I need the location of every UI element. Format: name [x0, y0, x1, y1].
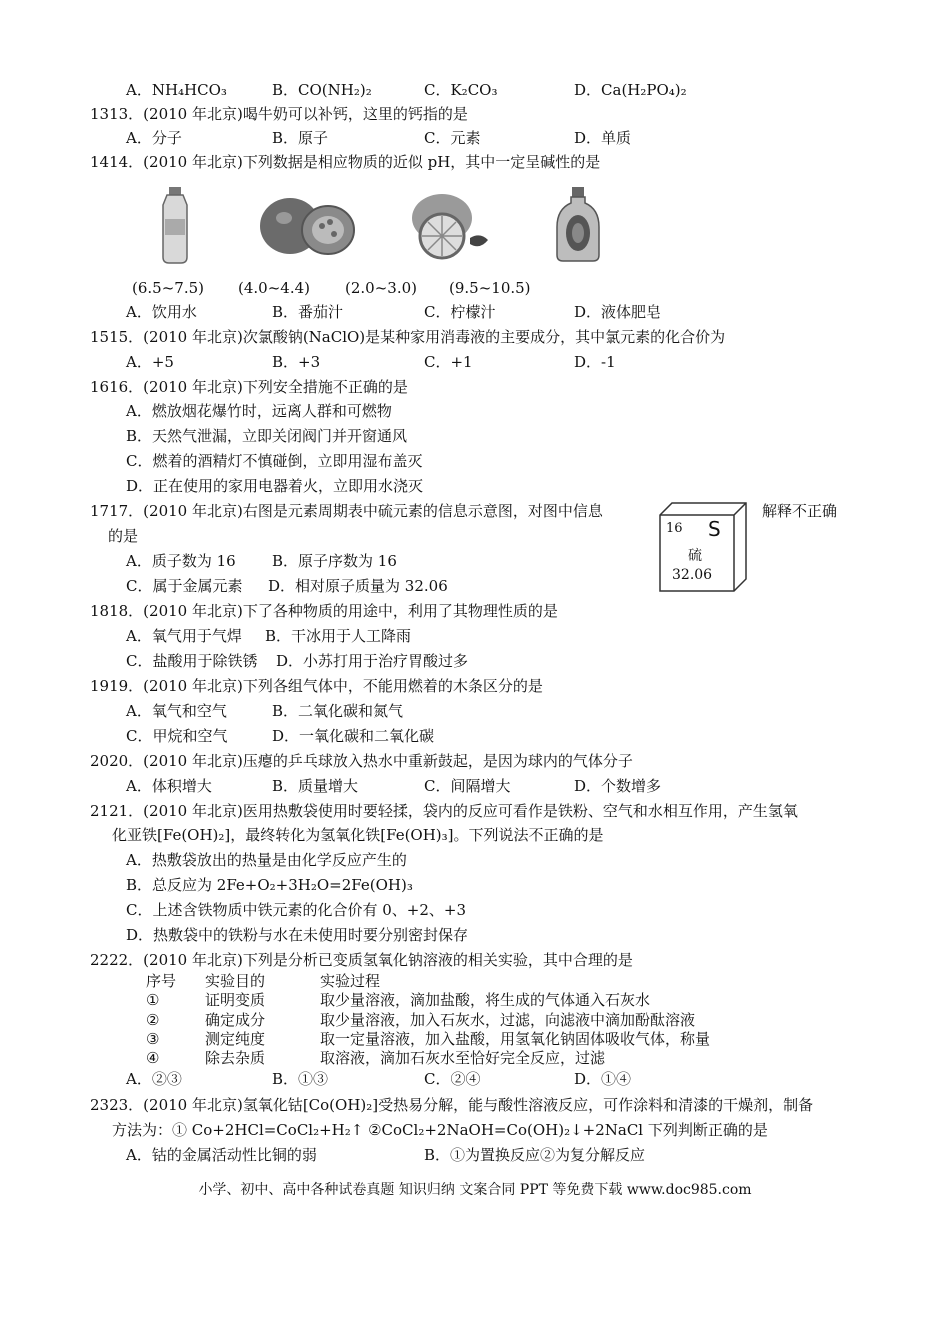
q22-option-a: A．②③ [126, 1070, 182, 1088]
q20-stem: 2020．(2010 年北京)压瘪的乒乓球放入热水中重新鼓起，是因为球内的气体分子 [90, 752, 633, 770]
q12-option-d: D．Ca(H₂PO₄)₂ [574, 81, 687, 99]
tile-name: 硫 [688, 548, 702, 564]
q14-option-c: C．柠檬汁 [424, 303, 496, 321]
q12-option-b: B．CO(NH₂)₂ [272, 81, 372, 99]
q19-option-c: C．甲烷和空气 [126, 727, 228, 745]
sulfur-element-tile [658, 501, 748, 593]
q16-option-c: C．燃着的酒精灯不慎碰倒，立即用湿布盖灭 [126, 452, 423, 470]
q17-option-c: C．属于金属元素 [126, 577, 243, 595]
q22-row2-purpose: 确定成分 [205, 1011, 266, 1029]
q22-row2-process: 取少量溶液，加入石灰水，过滤，向滤液中滴加酚酞溶液 [320, 1011, 696, 1029]
q22-stem: 2222．(2010 年北京)下列是分析已变质氢氧化钠溶液的相关实验，其中合理的是 [90, 951, 633, 969]
q23-stem: 2323．(2010 年北京)氢氧化钴[Co(OH)₂]受热易分解，能与酸性溶液反应，可作涂料和清漆的干燥剂，制备 [90, 1096, 814, 1114]
q21-option-d: D．热敷袋中的铁粉与水在未使用时要分别密封保存 [126, 926, 469, 944]
q23-option-b: B．①为置换反应②为复分解反应 [424, 1146, 646, 1164]
q22-option-c: C．②④ [424, 1070, 481, 1088]
q20-option-c: C．间隔增大 [424, 777, 511, 795]
q21-option-c: C．上述含铁物质中铁元素的化合价有 0、+2、+3 [126, 901, 467, 919]
q22-header-process: 实验过程 [320, 972, 381, 990]
q22-row1-index: ① [146, 991, 160, 1009]
q16-stem: 1616．(2010 年北京)下列安全措施不正确的是 [90, 378, 408, 396]
tile-atomic-mass: 32.06 [672, 567, 713, 583]
q21-stem-line2: 化亚铁[Fe(OH)₂]，最终转化为氢氧化铁[Fe(OH)₃]。下列说法不正确的是 [112, 826, 604, 844]
q19-option-a: A．氧气和空气 [126, 702, 227, 720]
q19-option-b: B．二氧化碳和氮气 [272, 702, 404, 720]
q14-option-a: A．饮用水 [126, 303, 197, 321]
q14-option-d: D．液体肥皂 [574, 303, 662, 321]
soap-bottle-image [553, 185, 603, 265]
q16-option-b: B．天然气泄漏，立即关闭阀门并开窗通风 [126, 427, 408, 445]
q17-option-b: B．原子序数为 16 [272, 552, 397, 570]
tile-symbol: S [708, 517, 721, 541]
q22-row3-purpose: 测定纯度 [205, 1030, 266, 1048]
q14-caption-water: (6.5~7.5) [132, 279, 204, 297]
q17-stem: 1717．(2010 年北京)右图是元素周期表中硫元素的信息示意图，对图中信息 [90, 502, 603, 520]
q22-option-b: B．①③ [272, 1070, 329, 1088]
page-footer: 小学、初中、高中各种试卷真题 知识归纳 文案合同 PPT 等免费下载 www.doc985.com [198, 1182, 752, 1198]
q22-row4-index: ④ [146, 1049, 160, 1067]
q17-stem-tail: 解释不正确 [762, 502, 838, 520]
q18-option-a: A．氧气用于气焊 [126, 627, 242, 645]
q12-option-c: C．K₂CO₃ [424, 81, 498, 99]
q15-option-b: B．+3 [272, 353, 321, 371]
q22-row1-process: 取少量溶液，滴加盐酸，将生成的气体通入石灰水 [320, 991, 651, 1009]
q15-option-d: D．-1 [574, 353, 616, 371]
q16-option-d: D．正在使用的家用电器着火，立即用水浇灭 [126, 477, 424, 495]
q18-option-d: D．小苏打用于治疗胃酸过多 [276, 652, 469, 670]
q17-stem-line2: 的是 [108, 527, 139, 545]
q19-stem: 1919．(2010 年北京)下列各组气体中，不能用燃着的木条区分的是 [90, 677, 543, 695]
q14-caption-soap: (9.5~10.5) [449, 279, 531, 297]
q21-stem: 2121．(2010 年北京)医用热敷袋使用时要轻揉，袋内的反应可看作是铁粉、空气和水相互作用，产生氢氧 [90, 802, 798, 820]
q20-option-b: B．质量增大 [272, 777, 359, 795]
q13-stem: 1313．(2010 年北京)喝牛奶可以补钙，这里的钙指的是 [90, 105, 468, 123]
q14-caption-lemon: (2.0~3.0) [345, 279, 417, 297]
q14-stem: 1414．(2010 年北京)下列数据是相应物质的近似 pH，其中一定呈碱性的是 [90, 153, 601, 171]
q20-option-a: A．体积增大 [126, 777, 212, 795]
q22-row2-index: ② [146, 1011, 160, 1029]
q14-caption-tomato: (4.0~4.4) [238, 279, 310, 297]
q21-option-b: B．总反应为 2Fe+O₂+3H₂O=2Fe(OH)₃ [126, 876, 413, 894]
q22-row4-purpose: 除去杂质 [205, 1049, 266, 1067]
q17-option-d: D．相对原子质量为 32.06 [268, 577, 448, 595]
lemon-image [404, 190, 494, 260]
q22-row1-purpose: 证明变质 [205, 991, 266, 1009]
q23-option-a: A．钴的金属活动性比铜的弱 [126, 1146, 317, 1164]
q17-option-a: A．质子数为 16 [126, 552, 236, 570]
q18-option-b: B．干冰用于人工降雨 [265, 627, 412, 645]
q12-option-a: A．NH₄HCO₃ [126, 81, 227, 99]
q22-header-purpose: 实验目的 [205, 972, 266, 990]
water-bottle-image [155, 185, 195, 265]
q13-option-c: C．元素 [424, 129, 481, 147]
q23-stem-line2: 方法为：① Co+2HCl=CoCl₂+H₂↑ ②CoCl₂+2NaOH=Co(OH)₂↓+2NaCl 下列判断正确的是 [112, 1121, 768, 1139]
tile-atomic-number: 16 [666, 521, 683, 536]
q19-option-d: D．一氧化碳和二氧化碳 [272, 727, 435, 745]
q21-option-a: A．热敷袋放出的热量是由化学反应产生的 [126, 851, 407, 869]
q13-option-b: B．原子 [272, 129, 329, 147]
q15-option-c: C．+1 [424, 353, 473, 371]
q15-option-a: A．+5 [126, 353, 174, 371]
q13-option-a: A．分子 [126, 129, 182, 147]
q22-row3-index: ③ [146, 1030, 160, 1048]
q20-option-d: D．个数增多 [574, 777, 662, 795]
tomato-image [258, 192, 358, 260]
q15-stem: 1515．(2010 年北京)次氯酸钠(NaClO)是某种家用消毒液的主要成分，其中氯元素的化合价为 [90, 328, 726, 346]
q16-option-a: A．燃放烟花爆竹时，远离人群和可燃物 [126, 402, 392, 420]
q18-option-c: C．盐酸用于除铁锈 [126, 652, 258, 670]
q22-option-d: D．①④ [574, 1070, 632, 1088]
q18-stem: 1818．(2010 年北京)下了各种物质的用途中，利用了其物理性质的是 [90, 602, 558, 620]
q13-option-d: D．单质 [574, 129, 632, 147]
q22-header-index: 序号 [146, 972, 177, 990]
q14-option-b: B．番茄汁 [272, 303, 344, 321]
q22-row3-process: 取一定量溶液，加入盐酸，用氢氧化钠固体吸收气体，称量 [320, 1030, 711, 1048]
q22-row4-process: 取溶液，滴加石灰水至恰好完全反应，过滤 [320, 1049, 606, 1067]
